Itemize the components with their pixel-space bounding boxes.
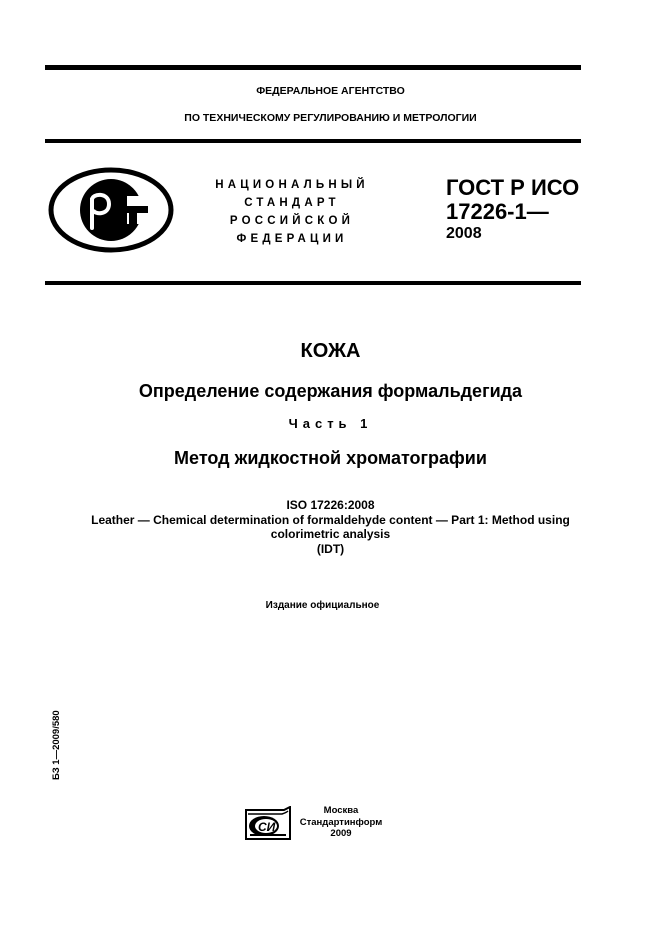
national-standard-line-2: СТАНДАРТ: [244, 197, 340, 209]
agency-line-2: ПО ТЕХНИЧЕСКОМУ РЕГУЛИРОВАНИЮ И МЕТРОЛОГИИ: [184, 112, 477, 124]
official-edition: Издание официальное: [265, 600, 380, 611]
designation-line-2: 17226-1—: [446, 199, 549, 224]
publisher-info: [297, 805, 385, 840]
rst-logo: [47, 166, 175, 254]
document-part: Часть 1: [288, 416, 373, 431]
publication-year: 2009: [330, 828, 352, 839]
iso-code: ISO 17226:2008: [286, 498, 375, 512]
publisher-city: Москва: [323, 805, 359, 816]
publisher-name: Стандартинформ: [299, 816, 383, 828]
side-registration-code: БЗ 1—2009/580: [51, 710, 62, 780]
document-subtitle: Определение содержания формальдегида: [138, 381, 523, 401]
designation-line-1: ГОСТ Р ИСО: [446, 175, 580, 200]
publisher-logo: [244, 806, 292, 840]
iso-title-line-1: Leather — Chemical determination of formaldehyde content — Part 1: Method using: [91, 512, 570, 527]
header-bottom-rule: [45, 139, 581, 143]
national-standard-line-4: ФЕДЕРАЦИИ: [236, 233, 348, 245]
svg-text:СИ: СИ: [258, 820, 276, 834]
iso-title-line-2: colorimetric analysis: [270, 527, 391, 541]
standard-designation: [446, 176, 579, 244]
rst-certification-mark-icon: [47, 166, 175, 254]
agency-line-1: ФЕДЕРАЛЬНОЕ АГЕНТСТВО: [256, 85, 405, 97]
iso-reference: [0, 498, 661, 556]
national-standard-label: [200, 176, 384, 248]
document-method: Метод жидкостной хроматографии: [174, 448, 487, 468]
document-title: КОЖА: [300, 340, 361, 362]
standard-block-bottom-rule: [45, 281, 581, 285]
iso-degree: (IDT): [316, 541, 345, 556]
national-standard-line-3: РОССИЙСКОЙ: [229, 215, 355, 227]
top-rule: [45, 65, 581, 70]
standartinform-logo-icon: [244, 806, 292, 840]
designation-year: 2008: [446, 225, 482, 242]
national-standard-line-1: НАЦИОНАЛЬНЫЙ: [215, 179, 369, 191]
